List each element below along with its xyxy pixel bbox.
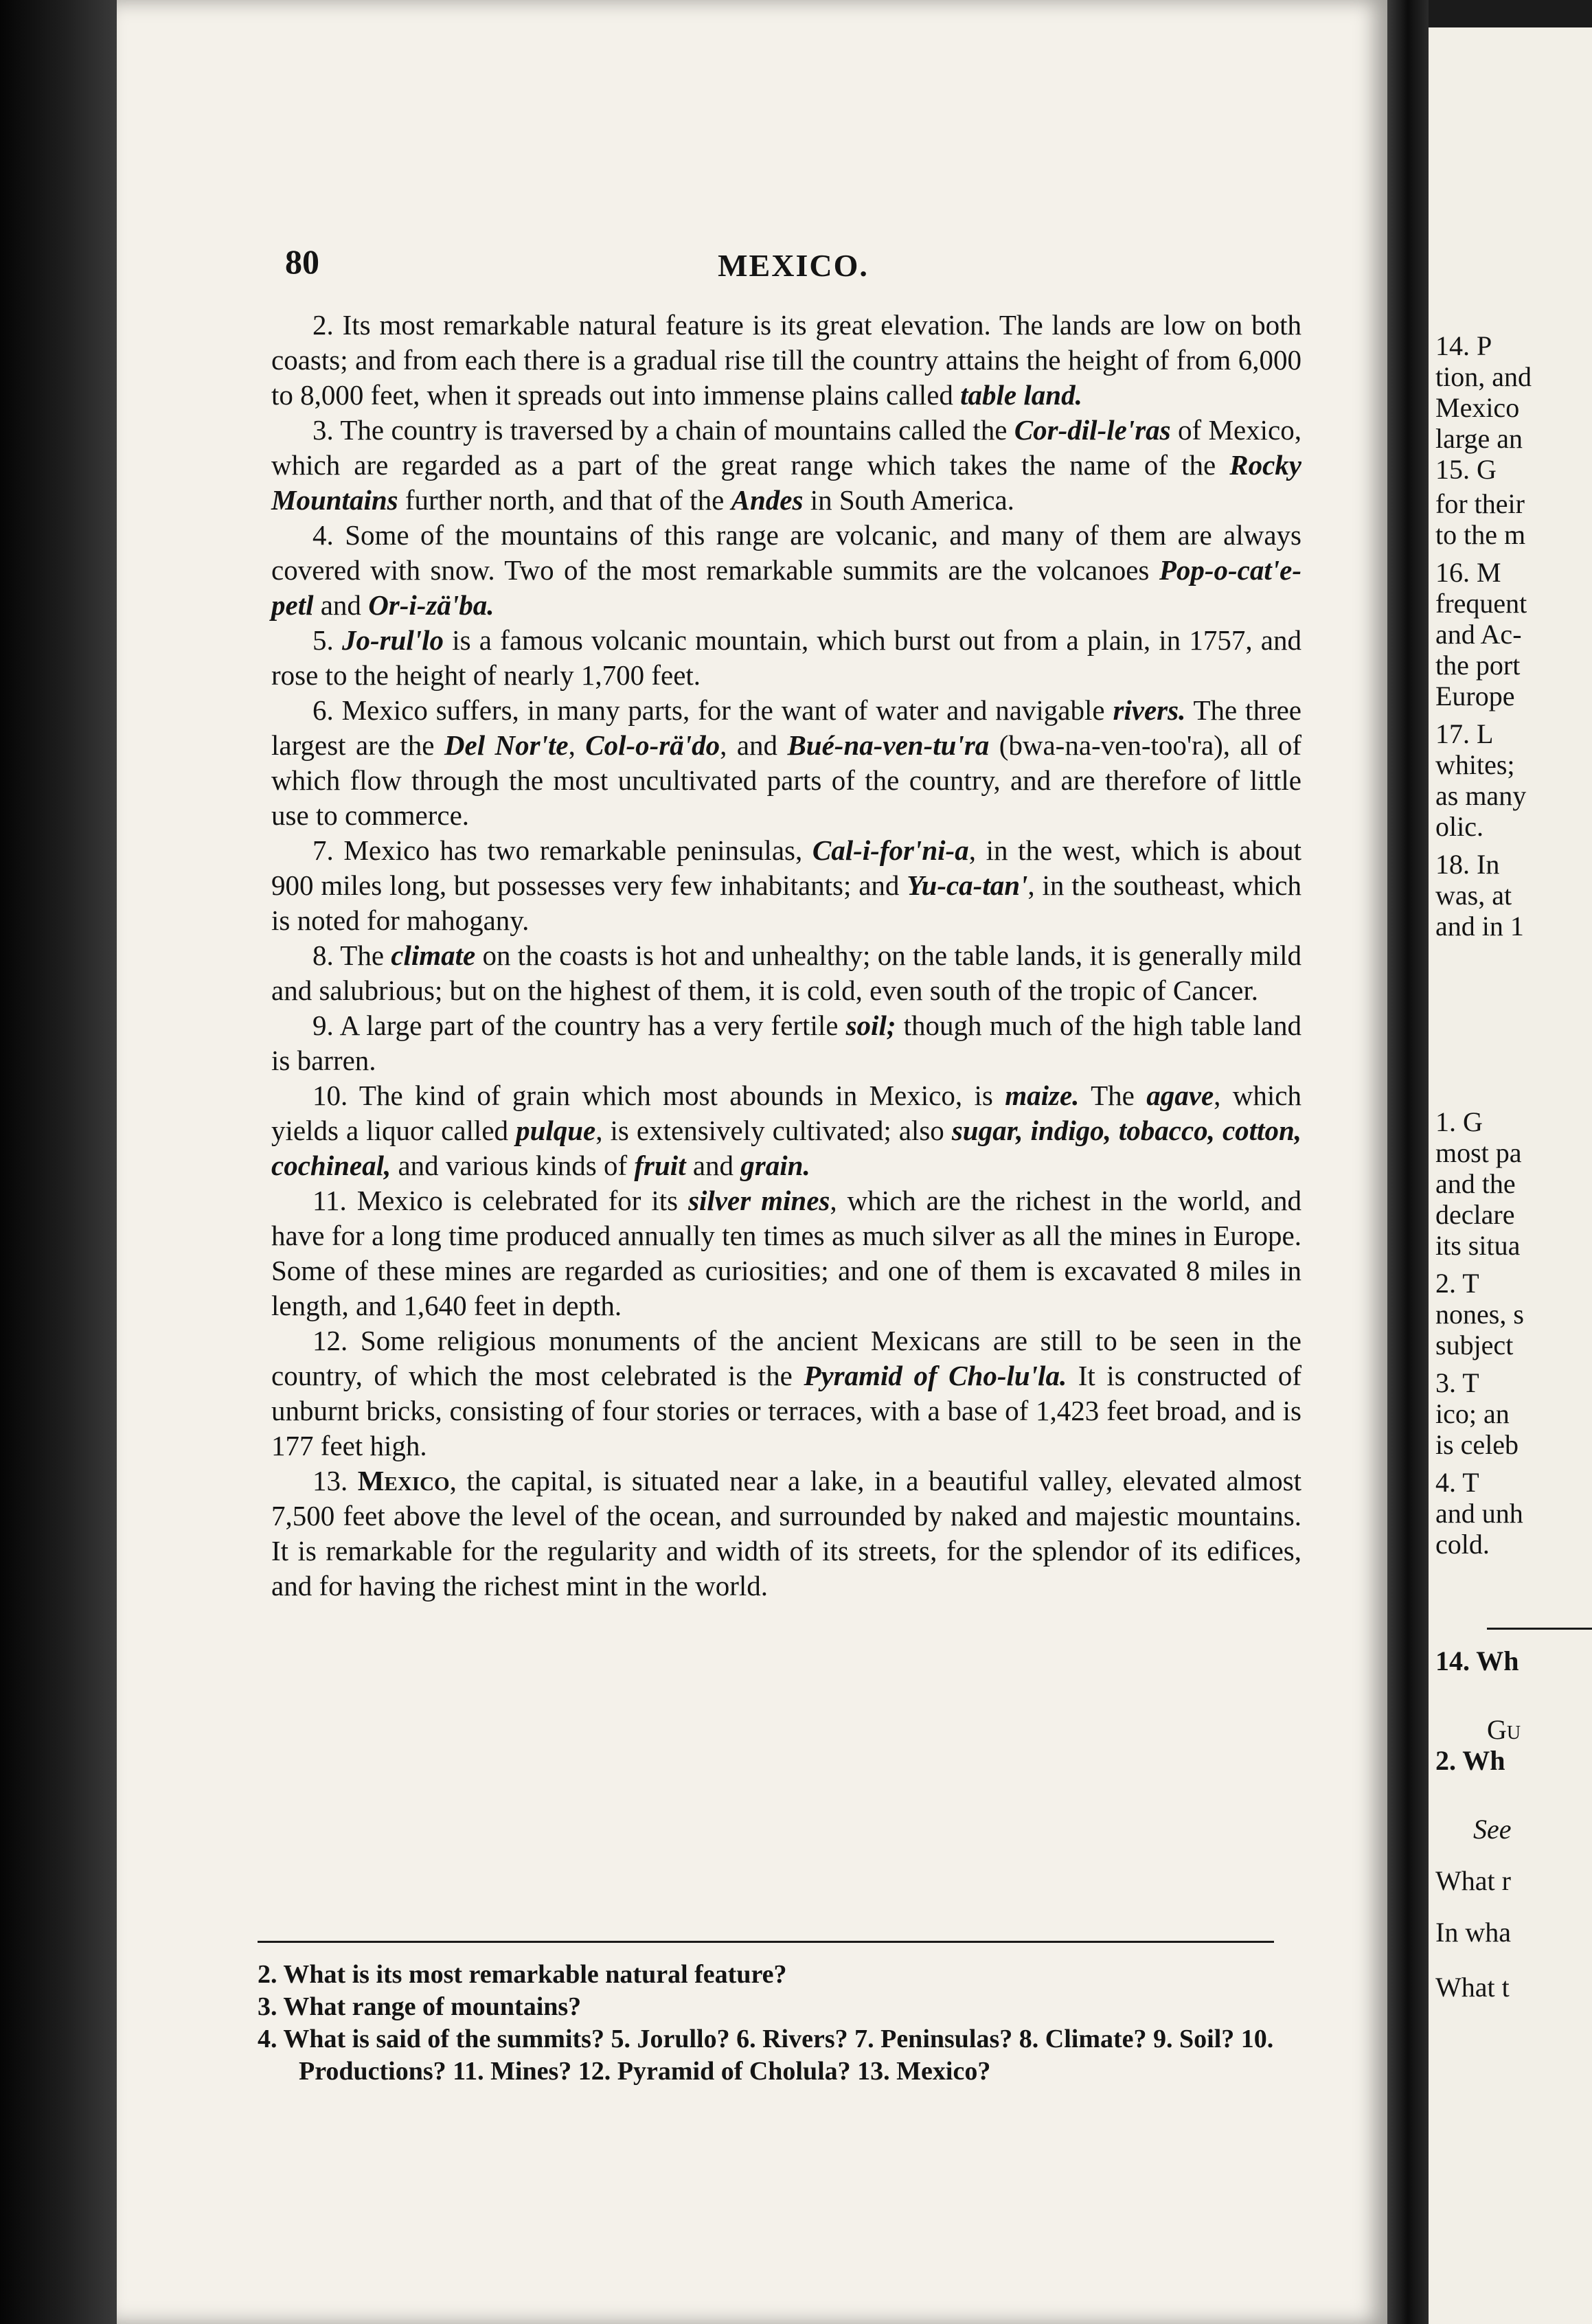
italic-run: pulque bbox=[516, 1115, 596, 1146]
text-run: , in the west, which is about 900 miles long, but possesses very few inhabitants; and bbox=[271, 834, 1301, 901]
italic-run: Andes bbox=[731, 484, 804, 516]
question-line: 2. What is its most remarkable natural feature? bbox=[258, 1960, 787, 1989]
italic-run: Yu-ca-tan' bbox=[907, 869, 1028, 901]
text-run: 3. The country is traversed by a chain of mountains called the bbox=[312, 414, 1014, 446]
right-page-fragment: subject bbox=[1435, 1330, 1514, 1360]
page-header bbox=[285, 242, 1301, 290]
paragraph-p9 bbox=[271, 1008, 1301, 1078]
italic-run: Or-i-zä'ba. bbox=[368, 589, 494, 621]
main-text bbox=[271, 308, 1301, 1604]
right-page-fragment: Gu bbox=[1487, 1714, 1521, 1745]
review-questions bbox=[258, 1959, 1301, 2088]
italic-run: climate bbox=[391, 939, 476, 971]
right-page-fragment: 3. T bbox=[1435, 1367, 1479, 1398]
footnote-rule bbox=[258, 1941, 1274, 1943]
text-run: and various kinds of bbox=[391, 1150, 635, 1181]
right-page-fragment: 15. G bbox=[1435, 454, 1497, 485]
text-run: , is extensively cultivated; also bbox=[595, 1115, 952, 1146]
right-page-fragment: Mexico bbox=[1435, 392, 1520, 423]
text-run: It is constructed of unburnt bricks, consisting of four stories or terraces, with a base of 1,423 feet broad, and is 177 feet high. bbox=[271, 1360, 1301, 1461]
paragraph-p7 bbox=[271, 833, 1301, 938]
text-run: and bbox=[685, 1150, 741, 1181]
right-page-fragment: is celeb bbox=[1435, 1429, 1519, 1460]
right-page-fragment: 18. In bbox=[1435, 849, 1500, 880]
paragraph-p12 bbox=[271, 1323, 1301, 1463]
book-binding bbox=[0, 0, 117, 2324]
text-run: (bwa-na-ven-too'ra), all of which flow through the most uncultivated parts of the country, and are therefore of little use to commerce. bbox=[271, 729, 1302, 831]
right-page-fragment: 2. Wh bbox=[1435, 1745, 1505, 1776]
question-line: 4. What is said of the summits? 5. Jorullo? 6. Rivers? 7. Peninsulas? 8. Climate? 9. Soil? 10. Productions? 11. Mines? 12. Pyramid of Cholula? 13. Mexico? bbox=[258, 2025, 1274, 2086]
italic-run: Col-o-rä'do bbox=[585, 729, 720, 761]
right-page bbox=[1429, 27, 1592, 2324]
text-run: 10. The kind of grain which most abounds in Mexico, is bbox=[312, 1080, 1005, 1111]
text-run: of Mexico, which are regarded as a part of the great range which takes the name of the bbox=[271, 414, 1301, 481]
right-page-fragment: What t bbox=[1435, 1972, 1510, 2003]
right-page-fragment: ico; an bbox=[1435, 1398, 1510, 1429]
paragraph-p3 bbox=[271, 413, 1301, 518]
text-run: though much of the high table land is barren. bbox=[271, 1010, 1301, 1076]
text-run: The three largest are the bbox=[271, 694, 1301, 761]
right-page-fragment: most pa bbox=[1435, 1137, 1522, 1168]
paragraph-p6 bbox=[271, 693, 1301, 833]
right-page-fragment: to the m bbox=[1435, 519, 1526, 550]
paragraph-p11 bbox=[271, 1183, 1301, 1323]
paragraph-p10 bbox=[271, 1078, 1301, 1183]
right-page-fragment: 14. Wh bbox=[1435, 1645, 1519, 1676]
text-run: , the capital, is situated near a lake, in a beautiful valley, elevated almost 7,500 feet above the level of the ocean, and surrounded by naked and majestic mountains. It is remarkable for the regularity and width of its streets, for the splendor of its edifices, and for having the richest mint in the world. bbox=[271, 1465, 1301, 1602]
question-line: 3. What range of mountains? bbox=[258, 1992, 582, 2021]
right-page-fragment: nones, s bbox=[1435, 1299, 1524, 1330]
right-page-fragment: 16. M bbox=[1435, 557, 1501, 588]
right-page-fragment: its situa bbox=[1435, 1230, 1521, 1261]
text-run: , bbox=[568, 729, 586, 761]
right-page-fragment: Europe bbox=[1435, 681, 1515, 711]
right-page-fragment: and in 1 bbox=[1435, 911, 1524, 942]
italic-run: Jo-rul'lo bbox=[341, 624, 444, 656]
right-page-fragment: was, at bbox=[1435, 880, 1512, 911]
italic-run: soil; bbox=[845, 1010, 896, 1041]
italic-run: Bué-na-ven-tu'ra bbox=[787, 729, 990, 761]
right-page-fragment: frequent bbox=[1435, 588, 1527, 619]
text-run: , and bbox=[720, 729, 788, 761]
right-page-fragment: tion, and bbox=[1435, 361, 1532, 392]
italic-run: Rocky Mountains bbox=[271, 449, 1301, 516]
italic-run: silver mines bbox=[688, 1185, 830, 1216]
italic-run: table land. bbox=[960, 379, 1082, 411]
text-run: , which yields a liquor called bbox=[271, 1080, 1302, 1146]
paragraph-p5 bbox=[271, 623, 1301, 693]
italic-run: Cal-i-for'ni-a bbox=[812, 834, 969, 866]
paragraph-p2 bbox=[271, 308, 1301, 413]
right-page-fragment: 2. T bbox=[1435, 1268, 1479, 1299]
right-page-fragment: for their bbox=[1435, 488, 1525, 519]
italic-run: Pyramid of Cho-lu'la. bbox=[804, 1360, 1067, 1391]
text-run: is a famous volcanic mountain, which burst out from a plain, in 1757, and rose to the height of nearly 1,700 feet. bbox=[271, 624, 1302, 691]
right-page-fragment: whites; bbox=[1435, 749, 1515, 780]
text-run: Mexico bbox=[357, 1465, 450, 1496]
running-head: MEXICO. bbox=[718, 248, 869, 283]
italic-run: Del Nor'te bbox=[444, 729, 569, 761]
italic-run: fruit bbox=[634, 1150, 686, 1181]
italic-run: agave bbox=[1146, 1080, 1214, 1111]
text-run: 6. Mexico suffers, in many parts, for the want of water and navigable bbox=[312, 694, 1113, 726]
right-page-rule bbox=[1487, 1628, 1592, 1630]
right-page-fragment: declare bbox=[1435, 1199, 1515, 1230]
right-page-fragment: 4. T bbox=[1435, 1467, 1479, 1498]
italic-run: Pop-o-cat'e-petl bbox=[271, 554, 1301, 621]
text-run: 7. Mexico has two remarkable peninsulas, bbox=[312, 834, 812, 866]
right-page-fragment: 1. G bbox=[1435, 1106, 1483, 1137]
text-run: , which are the richest in the world, and have for a long time produced annually ten times as much silver as all the mines in Europe. Some of these mines are regarded as curiosities; and one of them is excavated 8 miles in length, and 1,640 feet in depth. bbox=[271, 1185, 1302, 1321]
text-run: and bbox=[313, 589, 369, 621]
italic-run: rivers. bbox=[1113, 694, 1186, 726]
text-run: in South America. bbox=[803, 484, 1014, 516]
right-page-fragment: In wha bbox=[1435, 1917, 1511, 1948]
text-run: 8. The bbox=[312, 939, 391, 971]
text-run: 9. A large part of the country has a very fertile bbox=[312, 1010, 846, 1041]
italic-run: sugar, indigo, tobacco, cotton, cochineal, bbox=[271, 1115, 1301, 1181]
right-page-fragment: the port bbox=[1435, 650, 1521, 681]
italic-run: Cor-dil-le'ras bbox=[1014, 414, 1171, 446]
text-run: 5. bbox=[312, 624, 342, 656]
italic-run: grain. bbox=[740, 1150, 810, 1181]
text-run: 12. Some religious monuments of the ancient Mexicans are still to be seen in the country, of which the most celebrated is the bbox=[271, 1325, 1301, 1391]
paragraph-p4 bbox=[271, 518, 1301, 623]
text-run: 2. Its most remarkable natural feature is its great elevation. The lands are low on both coasts; and from each there is a gradual rise till the country attains the height of from 6,000 to 8,000 feet, when it spreads out into immense plains called bbox=[271, 309, 1301, 411]
right-page-fragment: large an bbox=[1435, 423, 1523, 454]
paragraph-p13 bbox=[271, 1463, 1301, 1604]
text-run: further north, and that of the bbox=[398, 484, 731, 516]
text-run: , in the southeast, which is noted for mahogany. bbox=[271, 869, 1301, 936]
right-page-fragment: 14. P bbox=[1435, 330, 1492, 361]
text-run: on the coasts is hot and unhealthy; on the table lands, it is generally mild and salubrious; but on the highest of them, it is cold, even south of the tropic of Cancer. bbox=[271, 939, 1301, 1006]
right-page-fragment: and the bbox=[1435, 1168, 1516, 1199]
right-page-fragment: as many bbox=[1435, 780, 1527, 811]
text-run: 4. Some of the mountains of this range are volcanic, and many of them are always covered with snow. Two of the most remarkable summits are the volcanoes bbox=[271, 519, 1301, 586]
text-run: 11. Mexico is celebrated for its bbox=[312, 1185, 689, 1216]
right-page-fragment: and Ac- bbox=[1435, 619, 1522, 650]
right-page-fragment: 17. L bbox=[1435, 718, 1494, 749]
right-page-fragment: and unh bbox=[1435, 1498, 1523, 1529]
paragraph-p8 bbox=[271, 938, 1301, 1008]
page-gutter bbox=[1387, 0, 1429, 2324]
page-number: 80 bbox=[285, 242, 319, 281]
right-page-fragment: cold. bbox=[1435, 1529, 1490, 1560]
right-page-fragment: olic. bbox=[1435, 811, 1483, 842]
italic-run: maize. bbox=[1005, 1080, 1080, 1111]
text-run: 13. bbox=[312, 1465, 358, 1496]
right-page-fragment: What r bbox=[1435, 1865, 1511, 1896]
right-page-fragment: See bbox=[1473, 1814, 1512, 1845]
text-run: The bbox=[1079, 1080, 1147, 1111]
